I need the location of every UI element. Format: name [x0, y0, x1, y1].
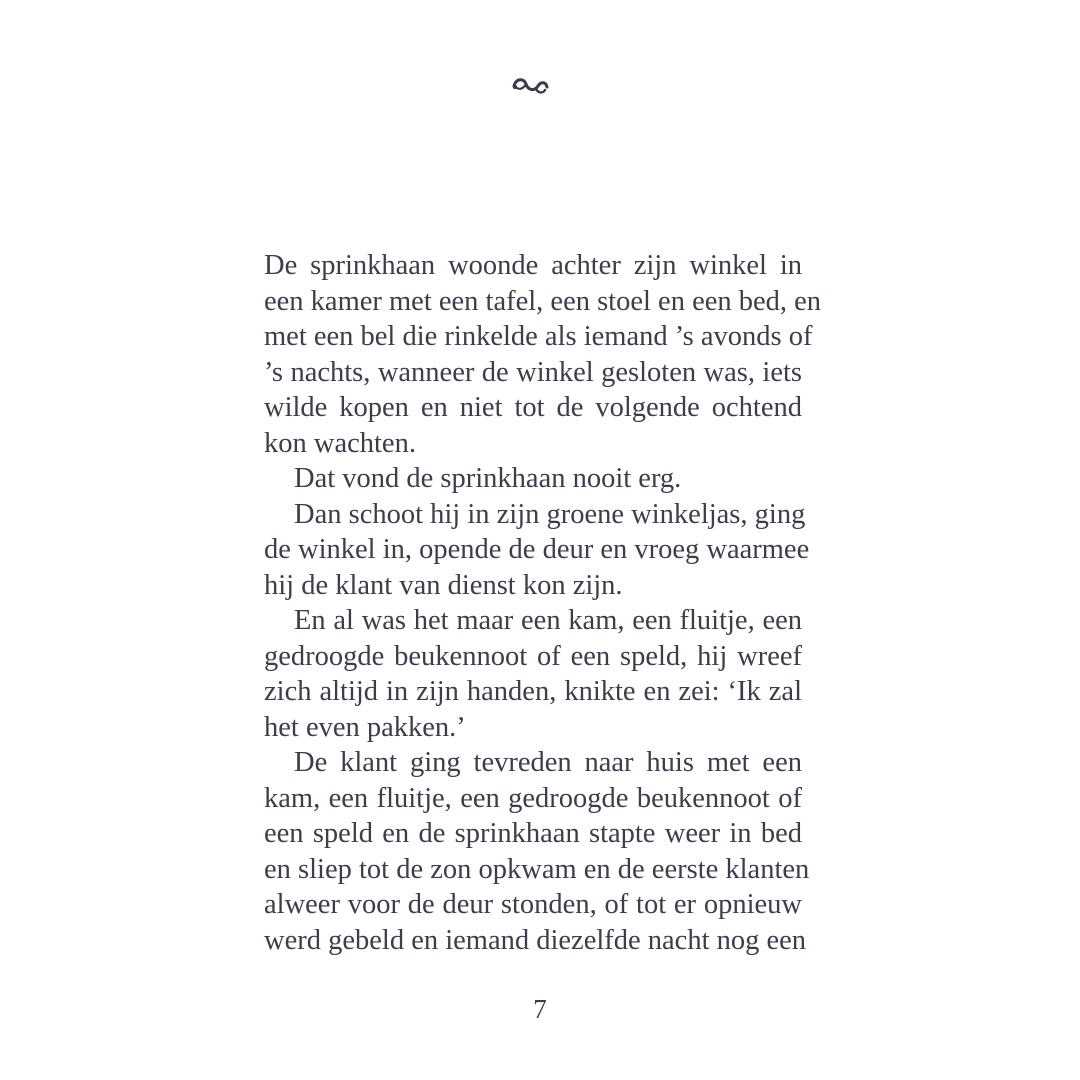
text-line: De sprinkhaan woonde achter zijn winkel in: [264, 250, 802, 281]
text-line: wilde kopen en niet tot de volgende ochtend: [264, 392, 802, 423]
text-line: ’s nachts, wanneer de winkel gesloten was, iets: [264, 356, 802, 388]
text-line: gedroogde beukennoot of een speld, hij wreef: [264, 640, 802, 672]
text-line: zich altijd in zijn handen, knikte en zei: ‘Ik zal: [264, 676, 802, 707]
text-line: kam, een fluitje, een gedroogde beukennoot of: [264, 782, 802, 814]
text-line: Dan schoot hij in zijn groene winkeljas, ging: [294, 498, 806, 530]
fleuron-icon: [510, 72, 550, 100]
text-line: De klant ging tevreden naar huis met een: [294, 747, 802, 778]
text-line: een kamer met een tafel, een stoel en een bed, en: [264, 285, 822, 317]
text-line: kon wachten.: [264, 427, 416, 459]
text-line: de winkel in, opende de deur en vroeg waarmee: [264, 534, 810, 565]
text-line: hij de klant van dienst kon zijn.: [264, 569, 623, 601]
text-line: En al was het maar een kam, een fluitje, een: [294, 605, 802, 636]
text-line: werd gebeld en iemand diezelfde nacht nog een: [264, 924, 807, 956]
text-line: en sliep tot de zon opkwam en de eerste klanten: [264, 853, 810, 885]
text-line: met een bel die rinkelde als iemand ’s avonds of: [264, 321, 813, 352]
page-number: 7: [533, 994, 547, 1024]
text-line: het even pakken.’: [264, 711, 466, 743]
text-line: Dat vond de sprinkhaan nooit erg.: [294, 463, 682, 494]
text-line: een speld en de sprinkhaan stapte weer in bed: [264, 818, 802, 849]
text-line: alweer voor de deur stonden, of tot er opnieuw: [264, 889, 802, 920]
body-text: [264, 248, 822, 958]
